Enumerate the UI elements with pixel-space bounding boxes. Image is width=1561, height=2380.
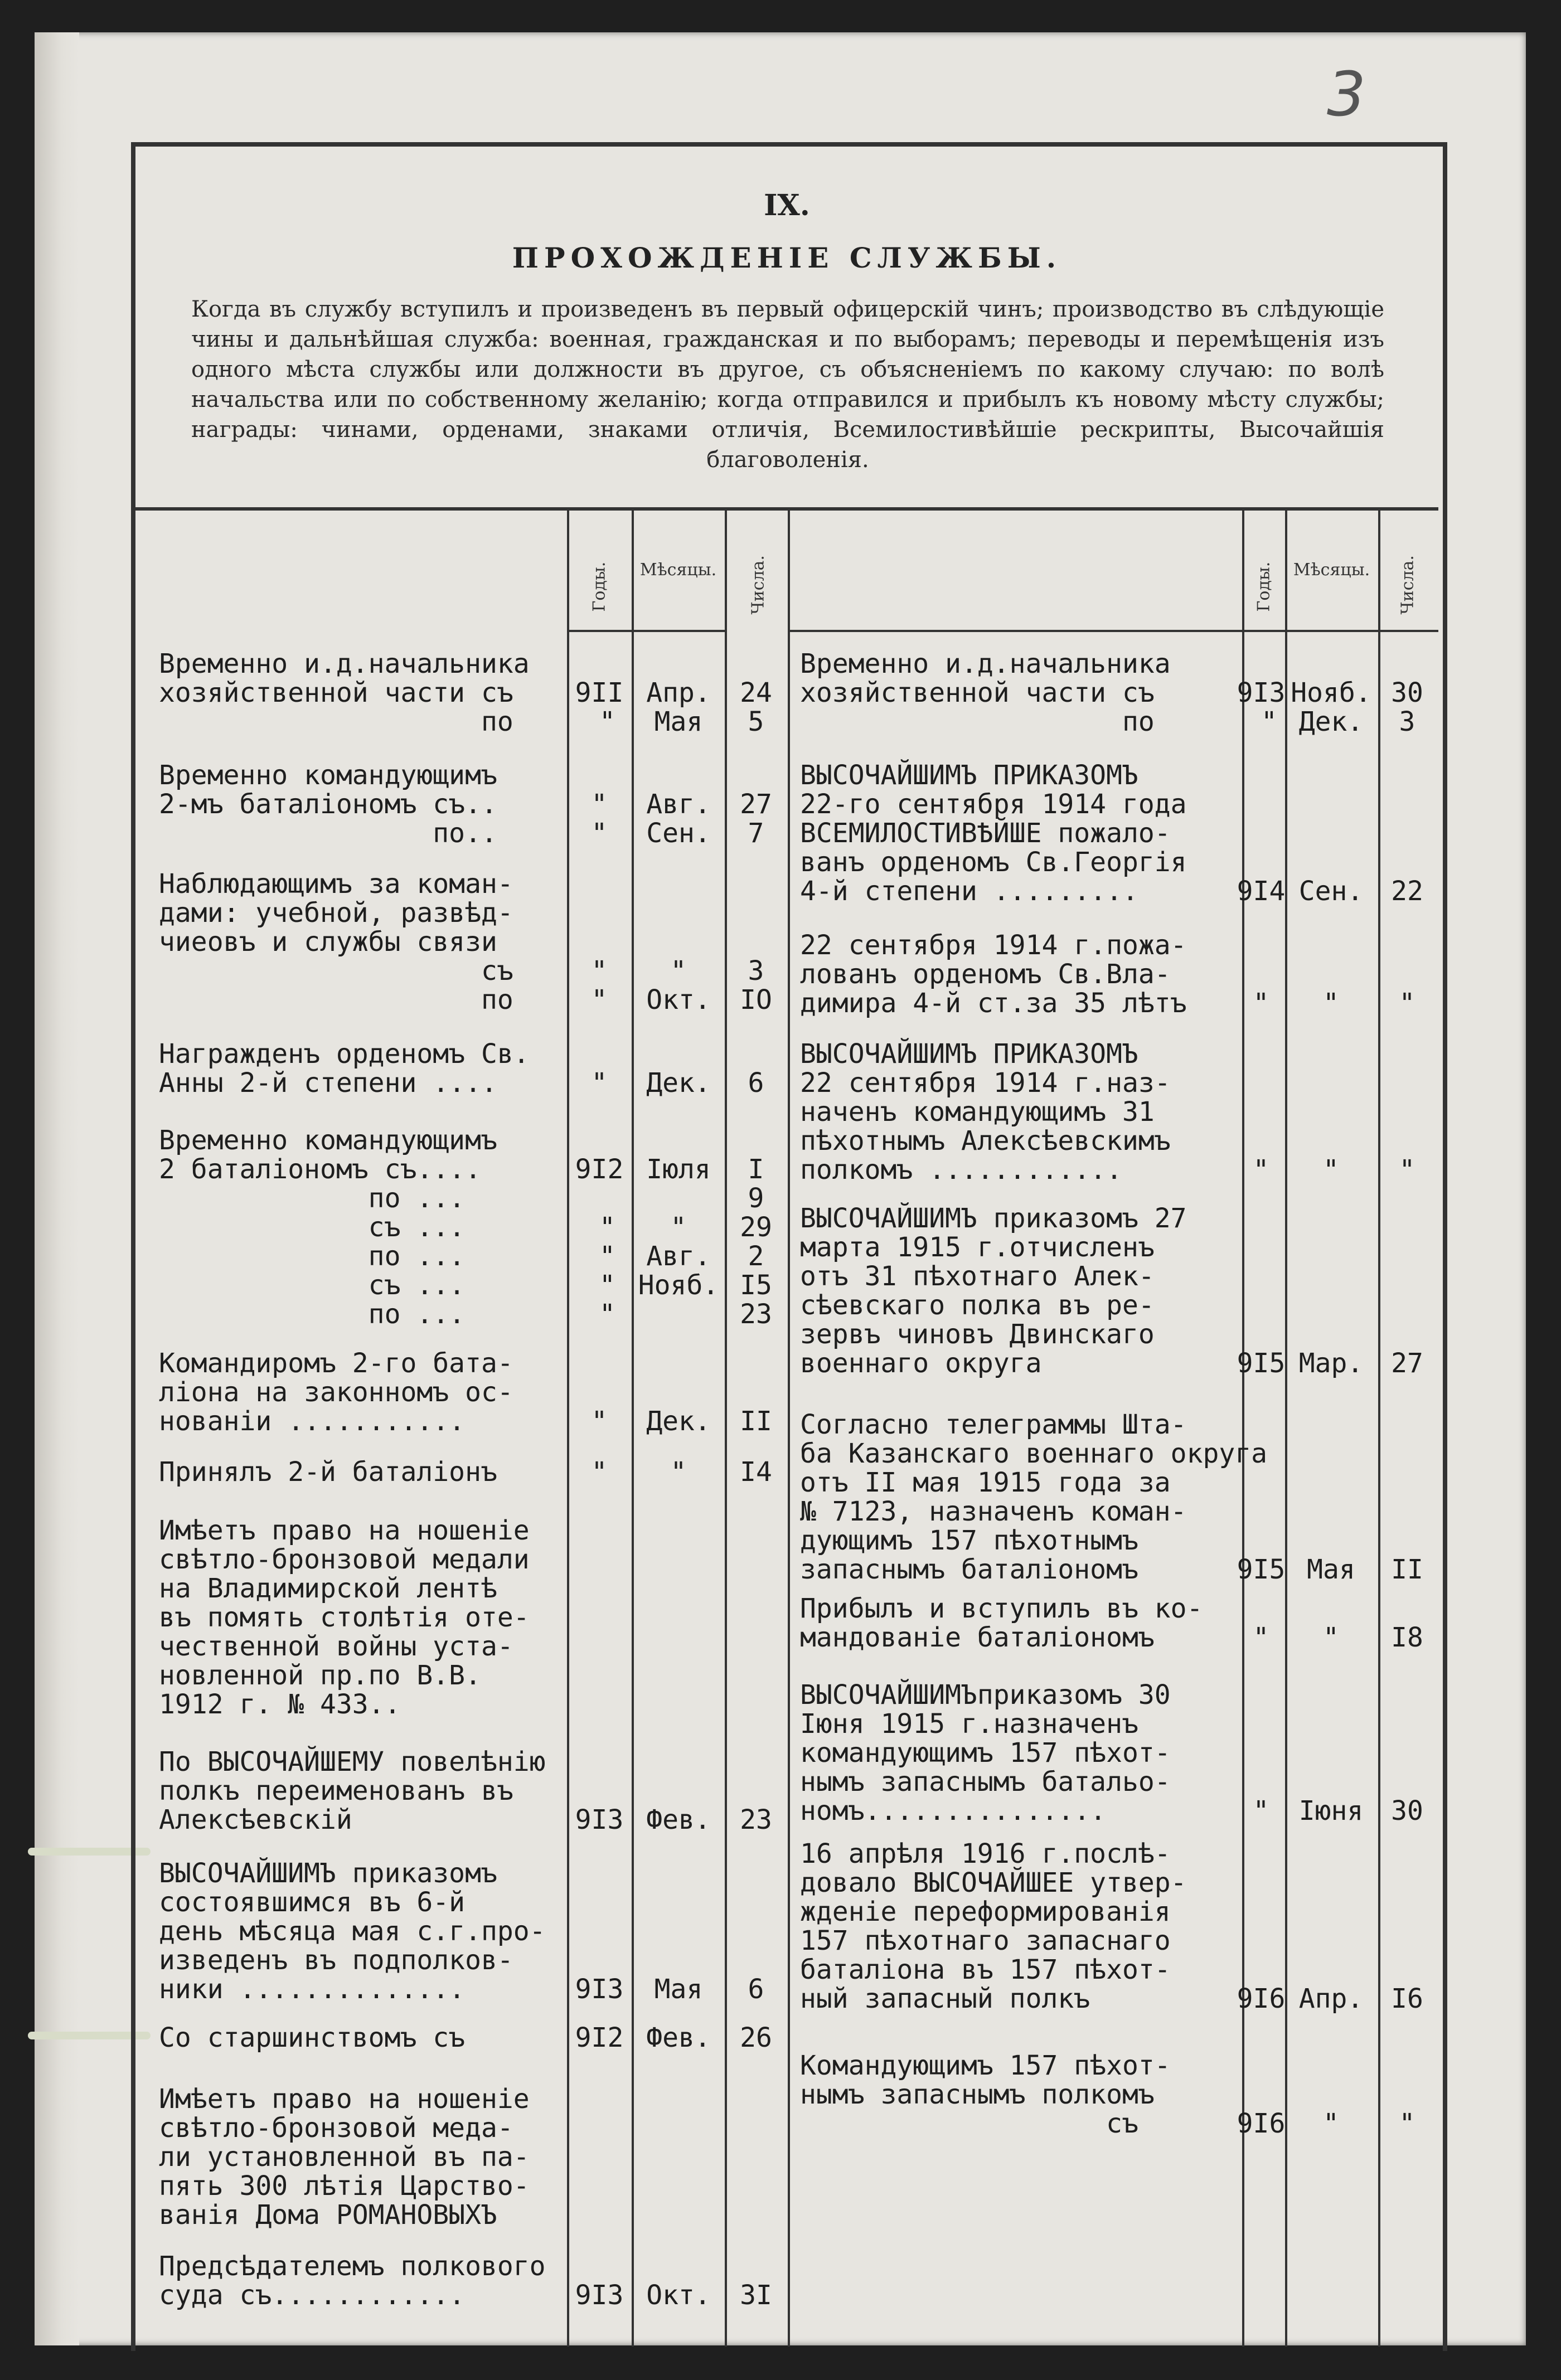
right-entry-day: 27 — [1391, 1348, 1423, 1379]
right-entry-month: Мар. — [1298, 1348, 1364, 1379]
form-header — [135, 147, 1438, 509]
left-entry-text: ВЫСОЧАЙШИМЪ приказомъ состоявшимся въ 6-й день мѣсяца мая с.г.про- изведенъ въ подполков- ники .............. — [159, 1858, 546, 2005]
right-entry-year: 9I6 — [1237, 1983, 1286, 2014]
left-entry-text: Награжденъ орденомъ Св. Анны 2-й степени .... — [159, 1038, 530, 1099]
right-entry-month: Апр. — [1298, 1983, 1364, 2014]
col-header-year-left: Годы. — [589, 561, 609, 612]
right-entry-year: 9I4 — [1237, 876, 1286, 907]
binding-edge — [35, 32, 79, 2345]
left-entry-year: 9I2 — [575, 2022, 624, 2053]
left-entry-month: Фев. — [646, 1804, 711, 1835]
right-entry-text: 22 сентября 1914 г.пожа- лованъ орденомъ Св.Вла- димира 4-й ст.за 35 лѣтъ — [800, 930, 1187, 1019]
left-entry-day: 6 — [748, 1067, 764, 1099]
left-entry-month: Фев. — [646, 2022, 711, 2053]
left-entry-month: Дек. — [646, 1406, 711, 1437]
left-entry-text: По ВЫСОЧАЙШЕМУ повелѣнію полкъ переименованъ въ Алексѣевскій — [159, 1746, 546, 1835]
right-entry-year: " — [1253, 988, 1269, 1019]
left-entry-month: Дек. — [646, 1067, 711, 1099]
right-entry-month: " — [1323, 988, 1339, 1019]
col-header-month-left: Мѣсяцы. — [639, 560, 717, 580]
left-entry-text: Командиромъ 2-го бата- ліона на законномъ ос- нованіи ........... — [159, 1348, 513, 1437]
right-entry-day: I8 — [1391, 1622, 1423, 1653]
right-entry-text: ВЫСОЧАЙШИМЪприказомъ 30 Іюня 1915 г.назначенъ командующимъ 157 пѣхот- нымъ запаснымъ батальо- номъ............... — [800, 1679, 1171, 1827]
right-entry-text: Командующимъ 157 пѣхот- нымъ запаснымъ полкомъ съ — [800, 2050, 1171, 2139]
left-entry-day: I 9 29 2 I5 23 — [740, 1154, 772, 1330]
left-entry-day: 27 7 — [740, 789, 772, 849]
right-entry-day: " — [1399, 988, 1415, 1019]
left-entry-text: Наблюдающимъ за коман- дами: учебной, развѣд- чиеовъ и службы связи съ по — [159, 868, 513, 1016]
left-entry-year: 9I3 — [575, 2280, 624, 2311]
left-entry-year: 9I2 " " " " — [575, 1154, 624, 1330]
right-entry-year: " — [1253, 1795, 1269, 1827]
right-entry-text: Временно и.д.начальника хозяйственной части съ по — [800, 648, 1171, 737]
left-entry-month: Апр. Мая — [646, 677, 711, 737]
left-entry-year: 9I3 — [575, 1974, 624, 2005]
left-entry-month: Іюля " Авг. Нояб. — [638, 1154, 719, 1301]
left-entry-year: " — [591, 1456, 608, 1488]
col-header-month-right: Мѣсяцы. — [1293, 560, 1370, 580]
left-entry-year: " — [591, 1406, 608, 1437]
right-entry-text: Прибылъ и вступилъ въ ко- мандованіе баталіономъ — [800, 1593, 1203, 1653]
right-entry-text: Согласно телеграммы Шта- ба Казанскаго военнаго округа отъ II мая 1915 года за № 7123, назначенъ коман- дующимъ 157 пѣхотнымъ запаснымъ баталіономъ — [800, 1409, 1268, 1585]
column-header-rule — [567, 630, 725, 632]
left-entry-year: 9II " — [575, 677, 624, 737]
col-header-day-left: Числа. — [748, 555, 768, 615]
left-entry-year: " " — [591, 955, 608, 1016]
column-header-rule — [788, 630, 1438, 632]
right-entry-year: 9I3 " — [1237, 677, 1286, 737]
left-entry-text: Со старшинствомъ съ — [159, 2022, 466, 2053]
left-entry-text: Принялъ 2-й баталіонъ — [159, 1456, 497, 1488]
right-entry-day: 22 — [1391, 876, 1423, 907]
col-header-year-right: Годы. — [1254, 561, 1274, 612]
right-entry-year: " — [1253, 1154, 1269, 1186]
right-entry-month: " — [1323, 2108, 1339, 2139]
right-entry-day: 30 3 — [1391, 677, 1423, 737]
right-entry-day: " — [1399, 2108, 1415, 2139]
left-entry-day: 23 — [740, 1804, 772, 1835]
left-entry-year: 9I3 — [575, 1804, 624, 1835]
column-rule — [1378, 511, 1380, 2347]
left-entry-text: Имѣетъ право на ношеніе свѣтло-бронзовой медали на Владимирской лентѣ въ помять столѣтія оте- чественной войны уста- новленной пр.по В.В. 1912 г. № 433.. — [159, 1515, 530, 1720]
left-entry-day: 3I — [740, 2280, 772, 2311]
right-entry-year: 9I5 — [1237, 1348, 1286, 1379]
right-entry-text: ВЫСОЧАЙШИМЪ ПРИКАЗОМЪ 22 сентября 1914 г.наз- наченъ командующимъ 31 пѣхотнымъ Алексѣевскимъ полкомъ ............ — [800, 1038, 1171, 1186]
left-entry-text: Временно командующимъ 2 баталіономъ съ.... по ... съ ... по ... съ ... по ... — [159, 1125, 497, 1330]
column-rule — [1285, 511, 1287, 2347]
right-entry-month: Сен. — [1298, 876, 1364, 907]
left-entry-month: Авг. Сен. — [646, 789, 711, 849]
right-entry-month: " — [1323, 1154, 1339, 1186]
section-instructions: Когда въ службу вступилъ и произведенъ въ первый офицерскій чинъ; производство въ слѣдующіе чины и дальнѣйшая служба: военная, гражданская и по выборамъ; переводы и перемѣщенія изъ одного мѣста службы или должности въ другое, съ объясненіемъ по какому случаю: по волѣ начальства или по собственному желанію; когда отправился и прибылъ къ новому мѣсту службы; награды: чинами, орденами, знаками отличія, Всемилостивѣйшіе рескрипты, Высочайшія благоволенія. — [191, 297, 1384, 473]
right-entry-day: 30 — [1391, 1795, 1423, 1827]
left-entry-year: " — [591, 1067, 608, 1099]
left-entry-day: I4 — [740, 1456, 772, 1488]
left-entry-text: Имѣетъ право на ношеніе свѣтло-бронзовой меда- ли установленной въ па- пять 300 лѣтія Царство- ванія Дома РОМАНОВЫХЪ — [159, 2083, 530, 2231]
right-entry-day: II — [1391, 1554, 1423, 1585]
left-entry-day: 26 — [740, 2022, 772, 2053]
col-header-day-right: Числа. — [1398, 555, 1418, 615]
page-number: 3 — [1327, 59, 1383, 130]
left-entry-day: 6 — [748, 1974, 764, 2005]
right-entry-day: " — [1399, 1154, 1415, 1186]
left-entry-day: 24 5 — [740, 677, 772, 737]
right-entry-year: " — [1253, 1622, 1269, 1653]
right-entry-month: Нояб. Дек. — [1291, 677, 1371, 737]
right-entry-text: 16 апрѣля 1916 г.послѣ- довало ВЫСОЧАЙШЕЕ утвер- жденіе переформированія 157 пѣхотнаго запаснаго баталіона въ 157 пѣхот- ный запасный полкъ — [800, 1838, 1187, 2014]
section-number: IX. — [764, 188, 810, 222]
right-entry-day: I6 — [1391, 1983, 1423, 2014]
right-entry-month: " — [1323, 1622, 1339, 1653]
right-entry-year: 9I6 — [1237, 2108, 1286, 2139]
section-heading: ПРОХОЖДЕНІЕ СЛУЖБЫ. — [512, 241, 1062, 274]
column-rule — [788, 511, 790, 2347]
left-entry-text: Временно командующимъ 2-мъ баталіономъ съ.. по.. — [159, 760, 497, 849]
left-entry-text: Временно и.д.начальника хозяйственной части съ по — [159, 648, 530, 737]
left-entry-month: " Окт. — [646, 955, 711, 1016]
left-entry-text: Предсѣдателемъ полкового суда съ............ — [159, 2251, 546, 2311]
left-entry-year: " " — [591, 789, 608, 849]
right-entry-month: Мая — [1307, 1554, 1355, 1585]
right-entry-text: ВЫСОЧАЙШИМЪ приказомъ 27 марта 1915 г.отчисленъ отъ 31 пѣхотнаго Алек- сѣевскаго полка въ ре- зервъ чиновъ Двинскаго военнаго округа — [800, 1203, 1187, 1379]
left-entry-month: " — [670, 1456, 687, 1488]
right-entry-year: 9I5 — [1237, 1554, 1286, 1585]
left-entry-day: II — [740, 1406, 772, 1437]
left-entry-month: Мая — [654, 1974, 703, 2005]
right-entry-text: ВЫСОЧАЙШИМЪ ПРИКАЗОМЪ 22-го сентября 1914 года ВСЕМИЛОСТИВѢЙШЕ пожало- ванъ орденомъ Св.Георгія 4-й степени ......... — [800, 760, 1187, 907]
left-entry-month: Окт. — [646, 2280, 711, 2311]
right-entry-month: Іюня — [1298, 1795, 1364, 1827]
left-entry-day: 3 IO — [740, 955, 772, 1016]
